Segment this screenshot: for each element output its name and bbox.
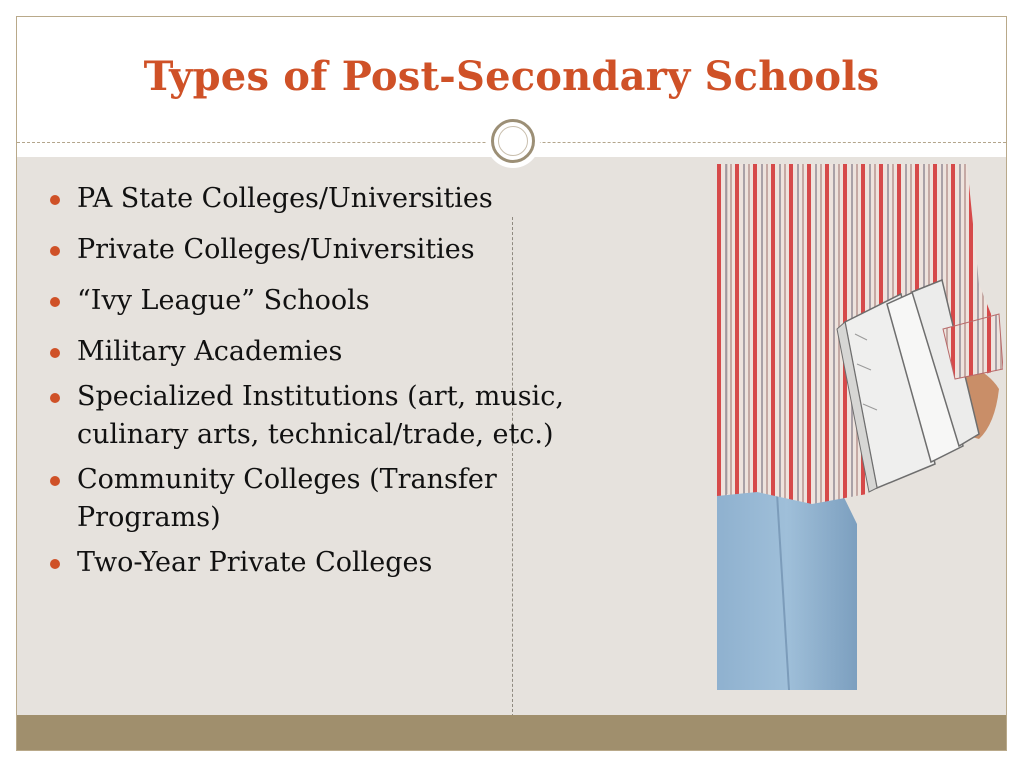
list-item: Military Academies — [47, 333, 647, 371]
list-item: Private Colleges/Universities — [47, 231, 647, 269]
bullet-dot-icon — [50, 476, 60, 486]
slide — [16, 16, 1007, 751]
footer-bar — [17, 715, 1006, 751]
student-holding-books-photo — [717, 164, 1003, 690]
bullet-dot-icon — [50, 246, 60, 256]
list-item: Community Colleges (Transfer Programs) — [47, 461, 647, 537]
list-item: Two-Year Private Colleges — [47, 544, 647, 582]
bullet-dot-icon — [50, 559, 60, 569]
bullet-dot-icon — [50, 348, 60, 358]
bullet-dot-icon — [50, 195, 60, 205]
bullet-list — [47, 180, 647, 589]
bullet-dot-icon — [50, 393, 60, 403]
slide-title: Types of Post-Secondary Schools — [143, 53, 880, 100]
list-item: “Ivy League” Schools — [47, 282, 647, 320]
list-item: PA State Colleges/Universities — [47, 180, 647, 218]
list-item: Specialized Institutions (art, music, culinary arts, technical/trade, etc.) — [47, 378, 647, 454]
ring-ornament-icon — [486, 114, 540, 168]
bullet-dot-icon — [50, 297, 60, 307]
